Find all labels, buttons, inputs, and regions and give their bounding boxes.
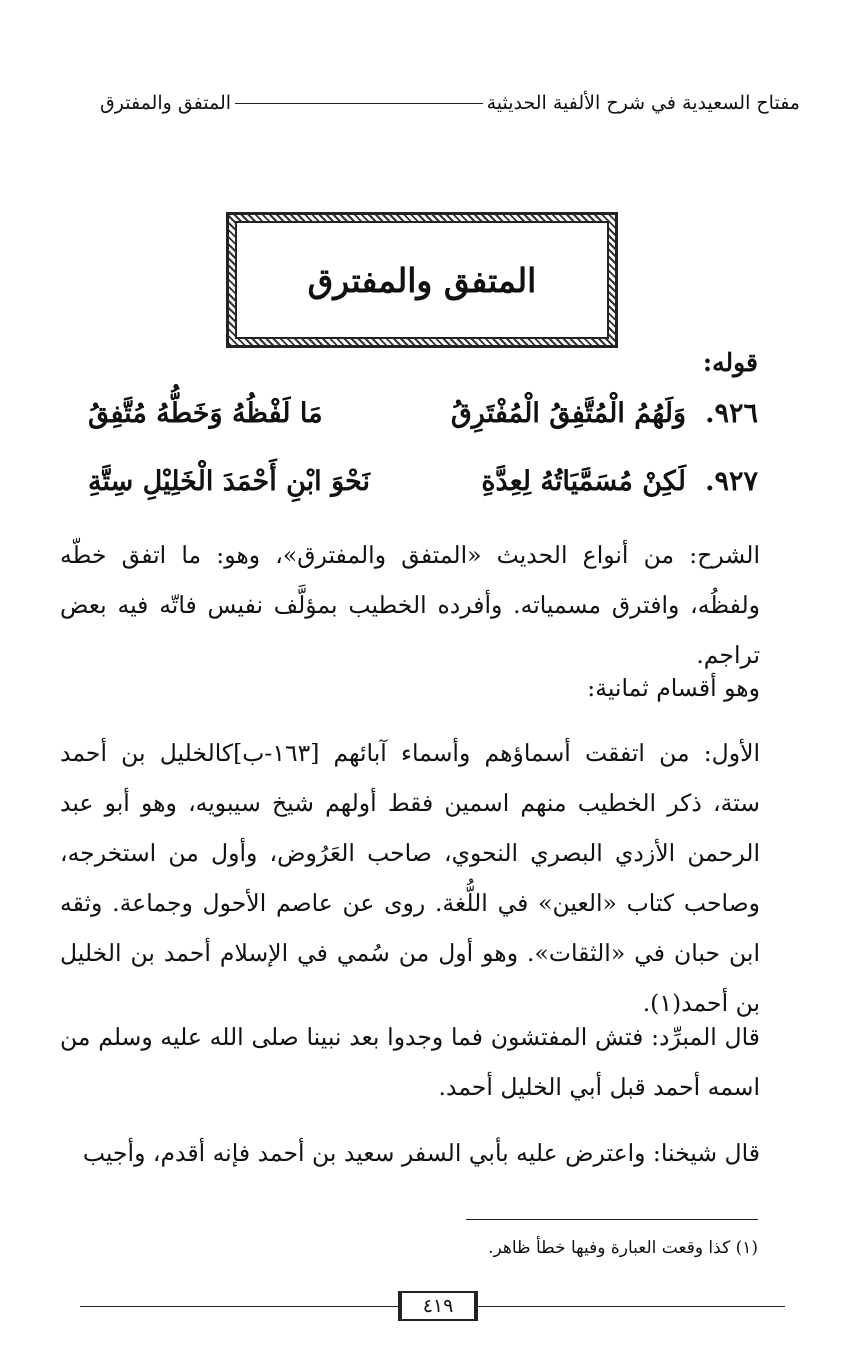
running-header-chapter-title: المتفق والمفترق xyxy=(100,92,232,114)
paragraph-divisions: وهو أقسام ثمانية: xyxy=(587,674,760,702)
footnote: (١) كذا وقعت العبارة وفيها خطأ ظاهر. xyxy=(488,1238,758,1258)
page-number-rule-right xyxy=(478,1306,785,1307)
verse-second-hemistich: مَا لَفْظُهُ وَخَطُّهُ مُتَّفِقُ xyxy=(88,398,323,429)
running-header-rule xyxy=(235,103,482,104)
chapter-title-inner-box xyxy=(235,221,609,339)
chapter-title: المتفق والمفترق xyxy=(307,260,537,300)
verse-first-hemistich: وَلَهُمُ الْمُتَّفِقُ الْمُفْتَرِقُ xyxy=(450,398,686,429)
verse-number: ٩٢٧. xyxy=(705,466,758,497)
paragraph-first-division: الأول: من اتفقت أسماؤهم وأسماء آبائهم [١٦٣-ب]كالخليل بن أحمد ستة، ذكر الخطيب منهم اسمين فقط أولهم شيخ سيبويه، وهو أبو عبد الرحمن الأزدي البصري النحوي، صاحب العَرُوض، وأول من استخرجه، وصاحب كتاب «العين» في اللُّغة. روى عن عاصم الأحول وجماعة. وثقه ابن حبان في «الثقات». وهو أول من سُمي في الإسلام أحمد بن الخليل بن أحمد(١). xyxy=(60,739,760,1017)
paragraph-explanation: الشرح: من أنواع الحديث «المتفق والمفترق»، وهو: ما اتفق خطّه ولفظُه، وافترق مسمياته. وأفرده الخطيب بمؤلَّف نفيس فاتّه فيه بعض تراجم. xyxy=(60,541,760,669)
verse-second-hemistich: نَحْوَ ابْنِ أَحْمَدَ الْخَلِيْلِ سِتَّةِ xyxy=(88,466,370,497)
qawluh-label: قوله: xyxy=(702,348,758,377)
page-number-rule-left xyxy=(80,1306,398,1307)
paragraph-shaykhuna: قال شيخنا: واعترض عليه بأبي السفر سعيد بن أحمد فإنه أقدم، وأجيب xyxy=(82,1139,760,1167)
verse-first-hemistich: لَكِنْ مُسَمَّيَاتُهُ لِعِدَّةِ xyxy=(481,466,686,497)
running-header-book-title: مفتاح السعيدية في شرح الألفية الحديثية xyxy=(486,92,800,114)
page-number: ٤١٩ xyxy=(398,1291,478,1321)
chapter-title-frame xyxy=(226,212,618,348)
running-header xyxy=(100,92,800,114)
verse-927 xyxy=(88,466,758,516)
footnote-separator xyxy=(466,1219,758,1220)
verse-926 xyxy=(88,398,758,448)
verse-number: ٩٢٦. xyxy=(705,398,758,429)
paragraph-mubarrad: قال المبرِّد: فتش المفتشون فما وجدوا بعد نبينا صلى الله عليه وسلم من اسمه أحمد قبل أبي الخليل أحمد. xyxy=(60,1023,760,1101)
